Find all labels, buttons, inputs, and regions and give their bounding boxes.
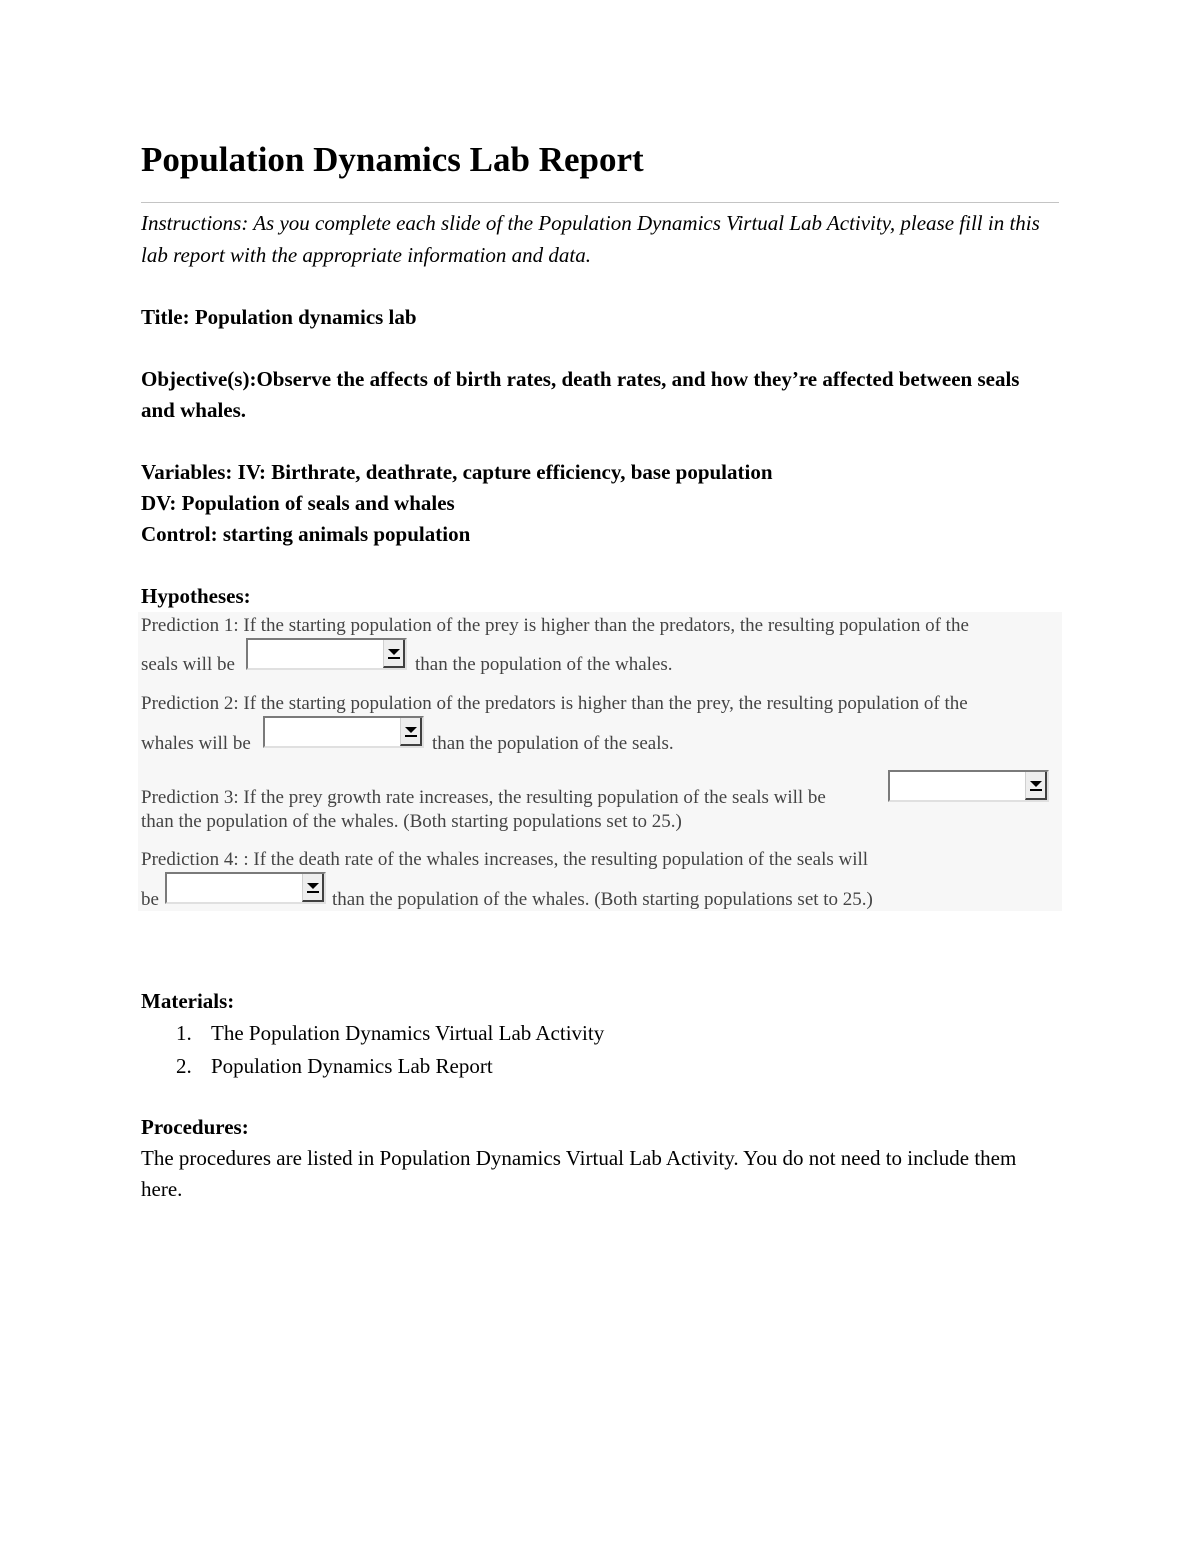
materials-heading: Materials: bbox=[141, 989, 235, 1013]
prediction-3-before: Prediction 3: If the prey growth rate increases, the resulting population of the seals will be bbox=[141, 787, 826, 808]
hypotheses-form bbox=[138, 612, 1062, 911]
chevron-down-icon[interactable] bbox=[400, 718, 422, 746]
prediction-3-dropdown[interactable] bbox=[888, 770, 1049, 802]
materials-list bbox=[176, 1017, 604, 1083]
variables-dv: DV: Population of seals and whales bbox=[141, 491, 455, 515]
chevron-down-icon[interactable] bbox=[302, 874, 324, 902]
hypotheses-heading: Hypotheses: bbox=[141, 584, 251, 608]
procedures-heading: Procedures: bbox=[141, 1115, 249, 1139]
prediction-1-after: than the population of the whales. bbox=[415, 654, 673, 675]
list-item-number: 1. bbox=[176, 1021, 192, 1045]
prediction-2-line1: Prediction 2: If the starting population of the predators is higher than the prey, the resulting population of the bbox=[141, 693, 968, 714]
prediction-2-dropdown[interactable] bbox=[263, 716, 424, 748]
list-item bbox=[176, 1050, 604, 1083]
list-item bbox=[176, 1017, 604, 1050]
prediction-1-dropdown[interactable] bbox=[246, 638, 407, 670]
prediction-4-after: than the population of the whales. (Both starting populations set to 25.) bbox=[332, 889, 873, 910]
list-item-text: Population Dynamics Lab Report bbox=[211, 1054, 493, 1078]
prediction-3-after: than the population of the whales. (Both starting populations set to 25.) bbox=[141, 811, 682, 832]
prediction-2-after: than the population of the seals. bbox=[432, 733, 674, 754]
list-item-text: The Population Dynamics Virtual Lab Activity bbox=[211, 1021, 605, 1045]
prediction-4-line1: Prediction 4: : If the death rate of the whales increases, the resulting population of the seals will bbox=[141, 849, 869, 870]
instructions-text: Instructions: As you complete each slide of the Population Dynamics Virtual Lab Activity, please fill in this lab report with the appropriate information and data. bbox=[141, 211, 1040, 267]
procedures-text: The procedures are listed in Population Dynamics Virtual Lab Activity. You do not need to include them here. bbox=[141, 1146, 1017, 1201]
chevron-down-icon[interactable] bbox=[1025, 772, 1047, 800]
title-field: Title: Population dynamics lab bbox=[141, 305, 417, 329]
list-item-number: 2. bbox=[176, 1054, 192, 1078]
prediction-4-dropdown[interactable] bbox=[165, 872, 326, 904]
variables-control: Control: starting animals population bbox=[141, 522, 471, 546]
variables-iv: Variables: IV: Birthrate, deathrate, capture efficiency, base population bbox=[141, 460, 773, 484]
title-divider bbox=[141, 202, 1059, 203]
chevron-down-icon[interactable] bbox=[383, 640, 405, 668]
objective-field: Objective(s):Observe the affects of birth rates, death rates, and how they’re affected between seals and whales. bbox=[141, 367, 1020, 422]
document-title: Population Dynamics Lab Report bbox=[141, 140, 644, 179]
prediction-2-before: whales will be bbox=[141, 733, 251, 754]
prediction-4-before: be bbox=[141, 889, 159, 910]
prediction-1-before: seals will be bbox=[141, 654, 235, 675]
prediction-1-line1: Prediction 1: If the starting population of the prey is higher than the predators, the resulting population of the bbox=[141, 615, 969, 636]
